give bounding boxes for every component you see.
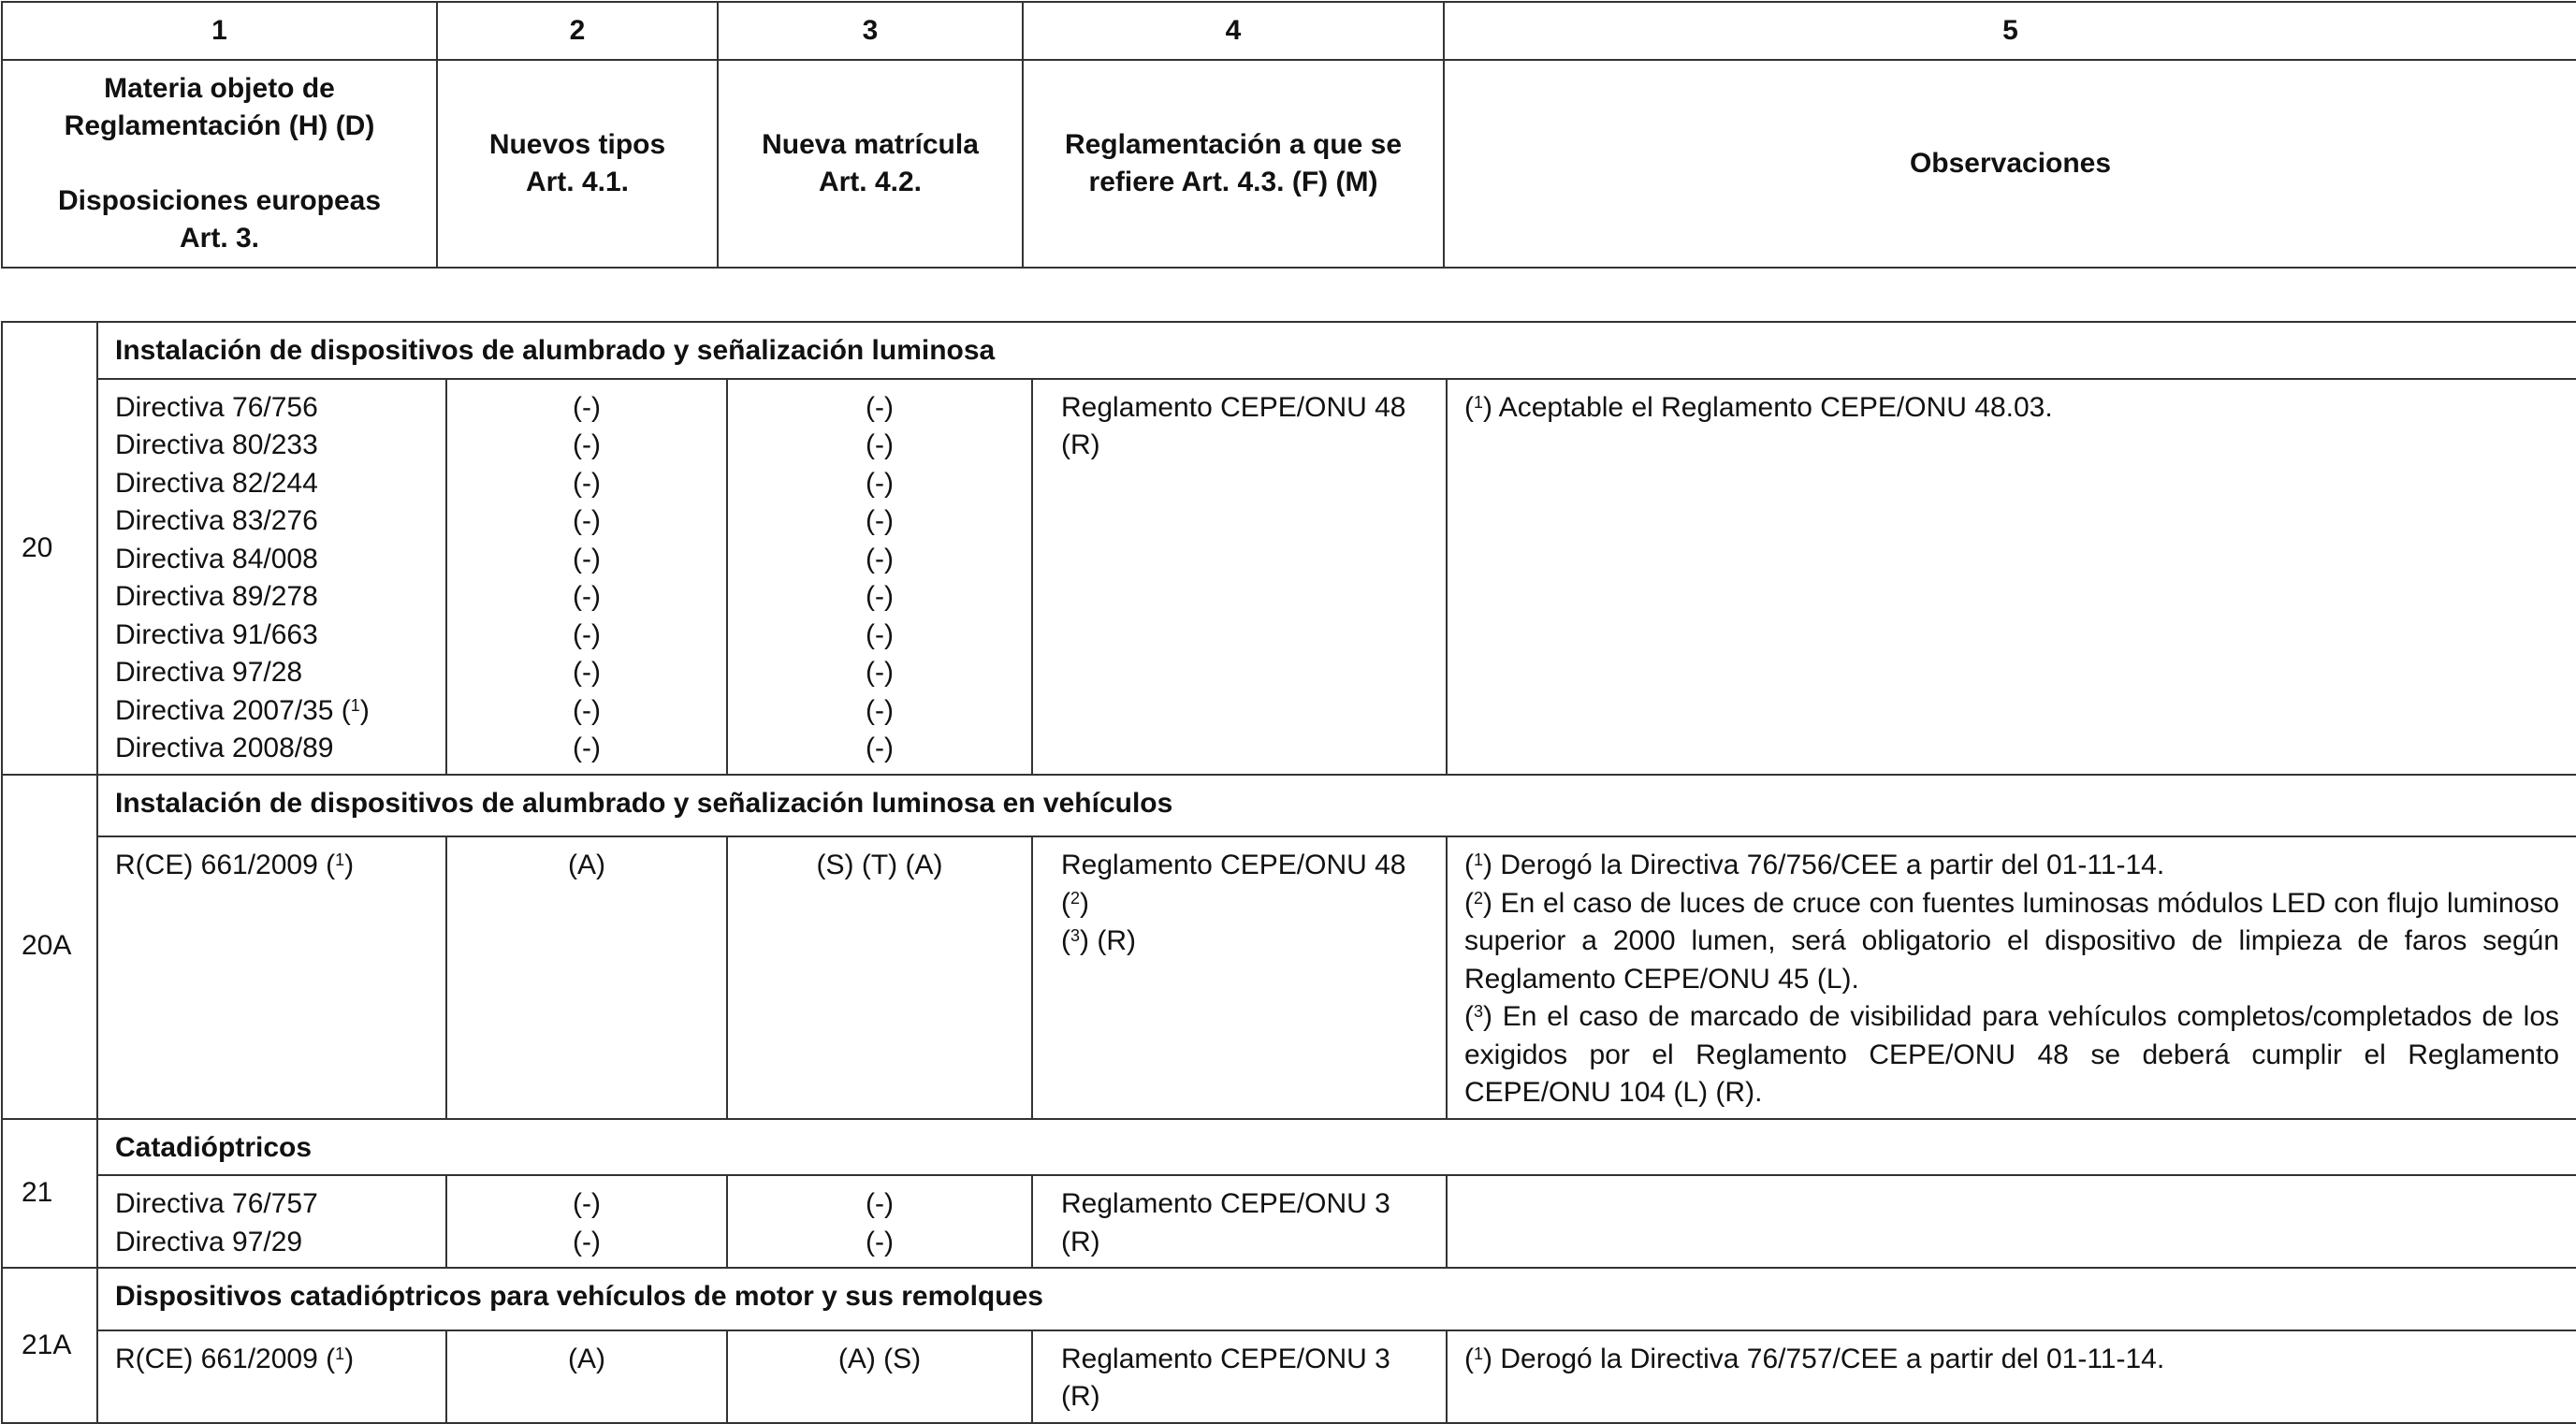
table-row — [2, 322, 2576, 379]
observaciones-cell — [1447, 1330, 2576, 1423]
value-item: (-) — [573, 618, 601, 650]
value-item: (-) — [866, 694, 894, 726]
directive-item: Directiva 83/276 — [115, 505, 318, 536]
nueva-matricula-cell — [727, 1175, 1032, 1268]
footnote-ref: 3 — [1070, 926, 1081, 945]
header-text: Nueva matrícula — [762, 129, 979, 160]
column-title-row — [2, 60, 2576, 268]
footnote-ref: 1 — [335, 850, 345, 869]
column-number: 5 — [1444, 2, 2576, 60]
footnote-ref: 2 — [1070, 888, 1081, 908]
value-item: (-) — [866, 1226, 894, 1257]
directive-item: Directiva 91/663 — [115, 618, 318, 650]
column-number: 1 — [2, 2, 437, 60]
row-number: 21 — [2, 1119, 97, 1269]
section-title: Dispositivos catadióptricos para vehículos de motor y sus remolques — [97, 1268, 2576, 1330]
table-row — [2, 1175, 2576, 1268]
value-item: (-) — [573, 733, 601, 763]
directive-item: Directiva 97/28 — [115, 657, 303, 688]
observaciones-cell — [1447, 836, 2576, 1119]
regulation-table — [1, 321, 2576, 1424]
reglamentacion-cell — [1032, 379, 1447, 775]
value-item: (-) — [573, 581, 601, 612]
footnote-ref: 3 — [1474, 1002, 1484, 1021]
value-item: (-) — [866, 657, 894, 688]
table-row — [2, 379, 2576, 775]
header-table — [1, 1, 2576, 269]
observaciones-cell — [1447, 379, 2576, 775]
reglamentacion-cell: Reglamento CEPE/ONU 3 (R) — [1032, 1330, 1447, 1423]
directive-item: Directiva 76/757 — [115, 1188, 318, 1219]
directives-cell — [97, 379, 446, 775]
observation-text: ($^1$) Derogó la Directiva 76/757/CEE a partir del 01-11-14. — [1464, 1343, 2165, 1374]
nuevos-tipos-cell — [446, 1175, 727, 1268]
reglamentacion-cell: Reglamento CEPE/ONU 3 (R) — [1032, 1175, 1447, 1268]
value-item: (-) — [573, 429, 601, 460]
nuevos-tipos-cell: (A) — [446, 836, 727, 1119]
value-item: (-) — [866, 467, 894, 499]
nueva-matricula-cell: (A) (S) — [727, 1330, 1032, 1423]
footnote-ref: 2 — [1474, 888, 1484, 908]
reglamento-text: ($^3$) (R) — [1061, 925, 1136, 956]
directives-cell — [97, 1330, 446, 1423]
header-text: Reglamentación a que se — [1064, 129, 1403, 160]
observaciones-cell — [1447, 1175, 2576, 1268]
header-text: Materia objeto de — [104, 73, 335, 104]
footnote-ref: 1 — [335, 1344, 345, 1363]
nuevos-tipos-cell — [446, 379, 727, 775]
table-row — [2, 1119, 2576, 1176]
table-row — [2, 836, 2576, 1119]
directive-item: Directiva 84/008 — [115, 543, 318, 574]
footnote-ref: 1 — [1474, 392, 1484, 412]
header-materia — [2, 60, 437, 268]
value-item: (-) — [573, 391, 601, 423]
table-row — [2, 1330, 2576, 1423]
observation-text: ($^1$) Aceptable el Reglamento CEPE/ONU 48.03. — [1464, 391, 2053, 423]
header-text: Nuevos tipos — [488, 129, 666, 160]
row-number: 21A — [2, 1268, 97, 1423]
footnote-ref: 1 — [1474, 850, 1484, 869]
directive-item: R(CE) 661/2009 ($^1$) — [115, 1343, 355, 1374]
value-item: (-) — [866, 1188, 894, 1219]
reglamento-text: Reglamento CEPE/ONU 48 — [1061, 391, 1406, 423]
reglamentacion-cell — [1032, 836, 1447, 1119]
column-number: 2 — [437, 2, 718, 60]
header-nueva-matricula — [718, 60, 1023, 268]
footnote-ref: 1 — [350, 695, 360, 715]
header-text: Art. 4.1. — [525, 167, 630, 197]
value-item: (-) — [573, 657, 601, 688]
header-text: refiere Art. 4.3. (F) (M) — [1088, 167, 1378, 197]
section-title: Catadióptricos — [97, 1119, 2576, 1176]
header-text: Art. 3. — [179, 223, 260, 254]
reglamento-text: Reglamento CEPE/ONU 48 ($^2$) — [1061, 850, 1406, 919]
header-text: Art. 4.2. — [818, 167, 923, 197]
header-text: Reglamentación (H) (D) — [64, 110, 375, 141]
table-row — [2, 775, 2576, 837]
value-item: (-) — [866, 391, 894, 423]
value-item: (-) — [866, 505, 894, 536]
nueva-matricula-cell: (S) (T) (A) — [727, 836, 1032, 1119]
directive-item: Directiva 82/244 — [115, 467, 318, 499]
section-title: Instalación de dispositivos de alumbrado y señalización luminosa — [97, 322, 2576, 379]
header-nuevos-tipos — [437, 60, 718, 268]
nuevos-tipos-cell: (A) — [446, 1330, 727, 1423]
value-item: (-) — [866, 429, 894, 460]
directive-item: Directiva 2007/35 ($^1$) — [115, 694, 370, 726]
value-item: (-) — [573, 694, 601, 726]
header-text: Observaciones — [1909, 148, 2112, 179]
value-item: (-) — [573, 467, 601, 499]
directive-item: Directiva 89/278 — [115, 581, 318, 612]
observation-text: ($^2$) En el caso de luces de cruce con fuentes luminosas módulos LED con flujo luminoso superior a 2000 lumen, será obligatorio el dispositivo de limpieza de faros según Reglamento CEPE/ONU 45 (L). — [1464, 887, 2560, 995]
column-number: 4 — [1023, 2, 1444, 60]
directive-item: Directiva 80/233 — [115, 429, 318, 460]
directives-cell — [97, 1175, 446, 1268]
value-item: (-) — [573, 1188, 601, 1219]
value-item: (-) — [866, 581, 894, 612]
directive-item: Directiva 2008/89 — [115, 733, 334, 763]
column-number-row — [2, 2, 2576, 60]
row-number: 20A — [2, 775, 97, 1119]
value-item: (-) — [573, 1226, 601, 1257]
footnote-ref: 1 — [1474, 1344, 1484, 1363]
table-row — [2, 1268, 2576, 1330]
row-number: 20 — [2, 322, 97, 775]
directive-item: R(CE) 661/2009 ($^1$) — [115, 850, 355, 880]
value-item: (-) — [573, 505, 601, 536]
observation-text: ($^1$) Derogó la Directiva 76/756/CEE a partir del 01-11-14. — [1464, 850, 2165, 880]
directive-item: Directiva 97/29 — [115, 1226, 303, 1257]
value-item: (-) — [866, 733, 894, 763]
value-item: (-) — [866, 543, 894, 574]
value-item: (-) — [573, 543, 601, 574]
header-text: Disposiciones europeas — [57, 185, 382, 216]
value-item: (-) — [866, 618, 894, 650]
header-observaciones — [1444, 60, 2576, 268]
reglamento-text: (R) — [1061, 429, 1100, 460]
header-reglamentacion — [1023, 60, 1444, 268]
directive-item: Directiva 76/756 — [115, 391, 318, 423]
directives-cell — [97, 836, 446, 1119]
section-title: Instalación de dispositivos de alumbrado y señalización luminosa en vehículos — [97, 775, 2576, 837]
observation-text: ($^3$) En el caso de marcado de visibilidad para vehículos completos/completados de los exigidos por el Reglamento CEPE/ONU 48 se deberá cumplir el Reglamento CEPE/ONU 104 (L) (R). — [1464, 1001, 2560, 1108]
nueva-matricula-cell — [727, 379, 1032, 775]
column-number: 3 — [718, 2, 1023, 60]
